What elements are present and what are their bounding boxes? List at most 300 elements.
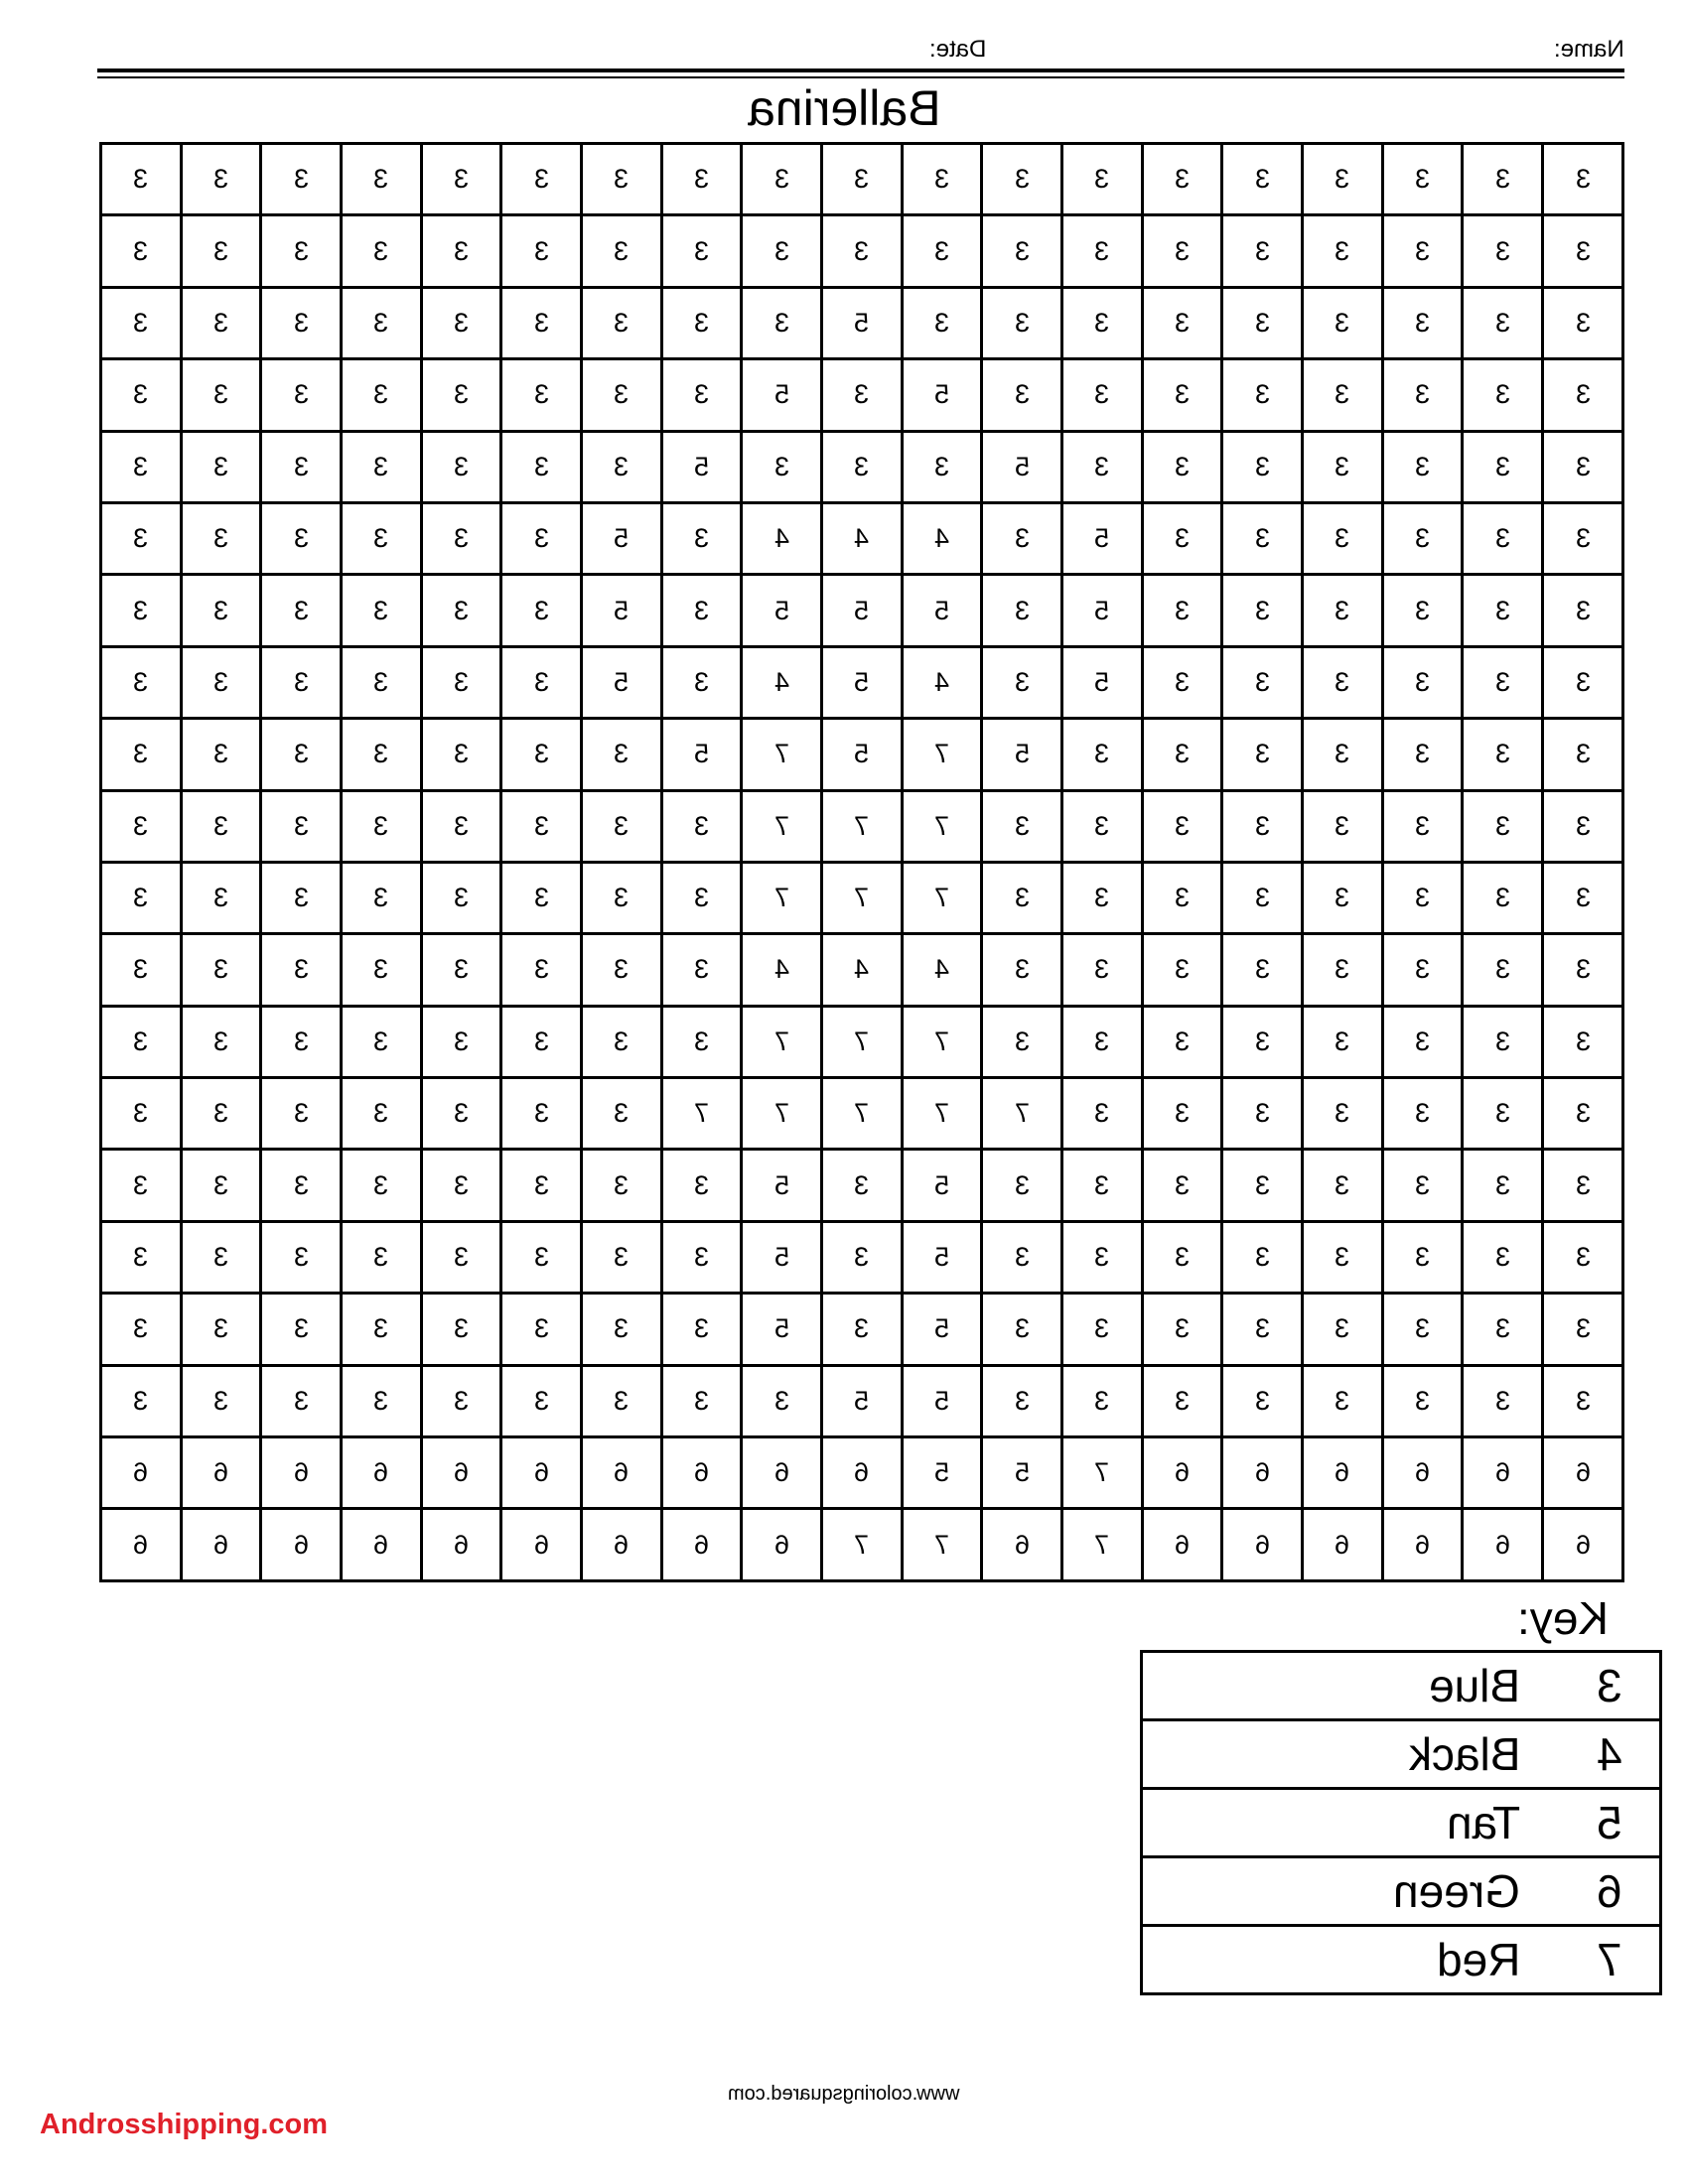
grid-cell[interactable] (342, 1509, 422, 1581)
grid-cell[interactable] (1382, 790, 1463, 862)
grid-cell[interactable] (1382, 575, 1463, 646)
grid-cell[interactable] (982, 287, 1062, 358)
grid-cell[interactable] (902, 1437, 982, 1509)
grid-cell[interactable] (1382, 1221, 1463, 1293)
grid-cell[interactable] (1463, 719, 1543, 790)
grid-cell[interactable] (421, 575, 501, 646)
grid-cell[interactable] (1463, 790, 1543, 862)
grid-cell[interactable] (261, 862, 342, 933)
grid-cell[interactable] (902, 862, 982, 933)
grid-cell[interactable] (101, 1437, 182, 1509)
grid-cell[interactable] (1303, 1437, 1383, 1509)
grid-cell[interactable] (1463, 1365, 1543, 1436)
grid-cell[interactable] (742, 1437, 822, 1509)
grid-cell[interactable] (261, 1365, 342, 1436)
grid-cell[interactable] (1543, 1509, 1623, 1581)
grid-cell[interactable] (661, 1221, 742, 1293)
grid-cell[interactable] (822, 575, 903, 646)
grid-cell[interactable] (1222, 719, 1303, 790)
grid-cell[interactable] (822, 719, 903, 790)
grid-cell[interactable] (342, 575, 422, 646)
grid-cell[interactable] (1062, 215, 1143, 287)
grid-cell[interactable] (1382, 359, 1463, 431)
grid-cell[interactable] (501, 502, 582, 574)
grid-cell[interactable] (742, 1509, 822, 1581)
grid-cell[interactable] (181, 1078, 261, 1150)
grid-cell[interactable] (1062, 719, 1143, 790)
grid-cell[interactable] (101, 502, 182, 574)
grid-cell[interactable] (1382, 287, 1463, 358)
grid-cell[interactable] (501, 862, 582, 933)
grid-cell[interactable] (421, 1221, 501, 1293)
grid-cell[interactable] (582, 144, 662, 215)
grid-cell[interactable] (181, 1365, 261, 1436)
grid-cell[interactable] (261, 359, 342, 431)
grid-cell[interactable] (501, 719, 582, 790)
grid-cell[interactable] (181, 215, 261, 287)
grid-cell[interactable] (742, 1078, 822, 1150)
grid-cell[interactable] (822, 790, 903, 862)
grid-cell[interactable] (742, 287, 822, 358)
grid-cell[interactable] (181, 1150, 261, 1221)
grid-cell[interactable] (582, 862, 662, 933)
grid-cell[interactable] (101, 1006, 182, 1077)
grid-cell[interactable] (1382, 1294, 1463, 1365)
grid-cell[interactable] (1062, 575, 1143, 646)
grid-cell[interactable] (501, 1150, 582, 1221)
grid-cell[interactable] (1303, 1006, 1383, 1077)
grid-cell[interactable] (1463, 1294, 1543, 1365)
grid-cell[interactable] (501, 646, 582, 718)
grid-cell[interactable] (742, 502, 822, 574)
grid-cell[interactable] (342, 1221, 422, 1293)
grid-cell[interactable] (902, 934, 982, 1006)
grid-cell[interactable] (1303, 1078, 1383, 1150)
grid-cell[interactable] (742, 934, 822, 1006)
grid-cell[interactable] (1543, 790, 1623, 862)
grid-cell[interactable] (421, 287, 501, 358)
grid-cell[interactable] (1142, 215, 1222, 287)
grid-cell[interactable] (181, 934, 261, 1006)
grid-cell[interactable] (582, 790, 662, 862)
grid-cell[interactable] (1382, 144, 1463, 215)
grid-cell[interactable] (1222, 359, 1303, 431)
grid-cell[interactable] (1222, 790, 1303, 862)
grid-cell[interactable] (661, 1509, 742, 1581)
grid-cell[interactable] (822, 1006, 903, 1077)
grid-cell[interactable] (1463, 1150, 1543, 1221)
grid-cell[interactable] (1543, 287, 1623, 358)
grid-cell[interactable] (1382, 862, 1463, 933)
grid-cell[interactable] (582, 1078, 662, 1150)
grid-cell[interactable] (982, 575, 1062, 646)
grid-cell[interactable] (1463, 1437, 1543, 1509)
grid-cell[interactable] (101, 719, 182, 790)
grid-cell[interactable] (1382, 719, 1463, 790)
grid-cell[interactable] (582, 1294, 662, 1365)
grid-cell[interactable] (1142, 862, 1222, 933)
grid-cell[interactable] (1062, 1006, 1143, 1077)
grid-cell[interactable] (1463, 1221, 1543, 1293)
grid-cell[interactable] (822, 359, 903, 431)
grid-cell[interactable] (1303, 790, 1383, 862)
grid-cell[interactable] (261, 646, 342, 718)
grid-cell[interactable] (1543, 144, 1623, 215)
grid-cell[interactable] (421, 1365, 501, 1436)
grid-cell[interactable] (501, 934, 582, 1006)
grid-cell[interactable] (661, 1078, 742, 1150)
grid-cell[interactable] (1463, 575, 1543, 646)
grid-cell[interactable] (342, 1078, 422, 1150)
grid-cell[interactable] (101, 287, 182, 358)
grid-cell[interactable] (342, 934, 422, 1006)
grid-cell[interactable] (742, 790, 822, 862)
grid-cell[interactable] (1062, 790, 1143, 862)
grid-cell[interactable] (1142, 1006, 1222, 1077)
grid-cell[interactable] (742, 144, 822, 215)
grid-cell[interactable] (582, 215, 662, 287)
grid-cell[interactable] (1543, 359, 1623, 431)
grid-cell[interactable] (1222, 287, 1303, 358)
grid-cell[interactable] (1543, 1437, 1623, 1509)
grid-cell[interactable] (1463, 431, 1543, 502)
grid-cell[interactable] (181, 287, 261, 358)
grid-cell[interactable] (1463, 646, 1543, 718)
grid-cell[interactable] (902, 1221, 982, 1293)
grid-cell[interactable] (1303, 862, 1383, 933)
grid-cell[interactable] (982, 1509, 1062, 1581)
grid-cell[interactable] (902, 287, 982, 358)
grid-cell[interactable] (501, 359, 582, 431)
grid-cell[interactable] (1382, 1437, 1463, 1509)
grid-cell[interactable] (261, 719, 342, 790)
grid-cell[interactable] (1142, 719, 1222, 790)
grid-cell[interactable] (661, 646, 742, 718)
grid-cell[interactable] (421, 144, 501, 215)
grid-cell[interactable] (1142, 1221, 1222, 1293)
grid-cell[interactable] (1543, 1294, 1623, 1365)
grid-cell[interactable] (421, 862, 501, 933)
grid-cell[interactable] (1142, 144, 1222, 215)
grid-cell[interactable] (101, 431, 182, 502)
grid-cell[interactable] (501, 1437, 582, 1509)
grid-cell[interactable] (661, 862, 742, 933)
grid-cell[interactable] (101, 575, 182, 646)
grid-cell[interactable] (261, 1078, 342, 1150)
grid-cell[interactable] (661, 144, 742, 215)
grid-cell[interactable] (1463, 1509, 1543, 1581)
grid-cell[interactable] (982, 431, 1062, 502)
grid-cell[interactable] (181, 1221, 261, 1293)
grid-cell[interactable] (1382, 1006, 1463, 1077)
grid-cell[interactable] (1463, 934, 1543, 1006)
grid-cell[interactable] (1062, 1509, 1143, 1581)
grid-cell[interactable] (1382, 646, 1463, 718)
grid-cell[interactable] (101, 1294, 182, 1365)
grid-cell[interactable] (1463, 862, 1543, 933)
grid-cell[interactable] (101, 934, 182, 1006)
grid-cell[interactable] (501, 1078, 582, 1150)
grid-cell[interactable] (1222, 144, 1303, 215)
grid-cell[interactable] (822, 1437, 903, 1509)
grid-cell[interactable] (101, 215, 182, 287)
grid-cell[interactable] (582, 431, 662, 502)
grid-cell[interactable] (101, 862, 182, 933)
grid-cell[interactable] (501, 1294, 582, 1365)
grid-cell[interactable] (902, 575, 982, 646)
grid-cell[interactable] (661, 719, 742, 790)
grid-cell[interactable] (1463, 359, 1543, 431)
grid-cell[interactable] (501, 287, 582, 358)
grid-cell[interactable] (661, 431, 742, 502)
grid-cell[interactable] (1222, 502, 1303, 574)
grid-cell[interactable] (582, 1509, 662, 1581)
grid-cell[interactable] (661, 287, 742, 358)
grid-cell[interactable] (101, 790, 182, 862)
grid-cell[interactable] (902, 1509, 982, 1581)
grid-cell[interactable] (902, 144, 982, 215)
grid-cell[interactable] (342, 215, 422, 287)
grid-cell[interactable] (582, 1006, 662, 1077)
grid-cell[interactable] (982, 719, 1062, 790)
grid-cell[interactable] (1303, 1294, 1383, 1365)
grid-cell[interactable] (582, 1365, 662, 1436)
grid-cell[interactable] (1142, 359, 1222, 431)
grid-cell[interactable] (822, 1150, 903, 1221)
grid-cell[interactable] (181, 790, 261, 862)
grid-cell[interactable] (1062, 1294, 1143, 1365)
grid-cell[interactable] (822, 934, 903, 1006)
grid-cell[interactable] (1303, 144, 1383, 215)
grid-cell[interactable] (742, 1294, 822, 1365)
grid-cell[interactable] (501, 790, 582, 862)
grid-cell[interactable] (1303, 646, 1383, 718)
grid-cell[interactable] (1303, 934, 1383, 1006)
grid-cell[interactable] (261, 790, 342, 862)
grid-cell[interactable] (342, 1294, 422, 1365)
grid-cell[interactable] (421, 1150, 501, 1221)
grid-cell[interactable] (261, 1150, 342, 1221)
grid-cell[interactable] (261, 1221, 342, 1293)
grid-cell[interactable] (342, 646, 422, 718)
grid-cell[interactable] (1222, 1509, 1303, 1581)
grid-cell[interactable] (982, 646, 1062, 718)
grid-cell[interactable] (181, 1509, 261, 1581)
grid-cell[interactable] (661, 1294, 742, 1365)
grid-cell[interactable] (1142, 1365, 1222, 1436)
grid-cell[interactable] (1382, 934, 1463, 1006)
grid-cell[interactable] (1543, 646, 1623, 718)
grid-cell[interactable] (1303, 1509, 1383, 1581)
grid-cell[interactable] (421, 502, 501, 574)
grid-cell[interactable] (1222, 1437, 1303, 1509)
grid-cell[interactable] (342, 359, 422, 431)
grid-cell[interactable] (1142, 287, 1222, 358)
grid-cell[interactable] (582, 1437, 662, 1509)
grid-cell[interactable] (742, 215, 822, 287)
grid-cell[interactable] (1543, 1221, 1623, 1293)
grid-cell[interactable] (582, 646, 662, 718)
grid-cell[interactable] (1222, 1365, 1303, 1436)
grid-cell[interactable] (582, 1221, 662, 1293)
grid-cell[interactable] (661, 359, 742, 431)
grid-cell[interactable] (661, 502, 742, 574)
grid-cell[interactable] (1062, 1150, 1143, 1221)
grid-cell[interactable] (1382, 215, 1463, 287)
grid-cell[interactable] (1222, 215, 1303, 287)
grid-cell[interactable] (982, 934, 1062, 1006)
grid-cell[interactable] (1303, 287, 1383, 358)
grid-cell[interactable] (742, 1150, 822, 1221)
grid-cell[interactable] (421, 359, 501, 431)
grid-cell[interactable] (582, 1150, 662, 1221)
grid-cell[interactable] (982, 502, 1062, 574)
grid-cell[interactable] (1062, 144, 1143, 215)
grid-cell[interactable] (902, 359, 982, 431)
grid-cell[interactable] (501, 144, 582, 215)
grid-cell[interactable] (1303, 502, 1383, 574)
grid-cell[interactable] (1062, 646, 1143, 718)
grid-cell[interactable] (1142, 431, 1222, 502)
grid-cell[interactable] (1382, 1365, 1463, 1436)
grid-cell[interactable] (342, 431, 422, 502)
grid-cell[interactable] (1142, 502, 1222, 574)
grid-cell[interactable] (1543, 575, 1623, 646)
grid-cell[interactable] (661, 575, 742, 646)
grid-cell[interactable] (822, 646, 903, 718)
grid-cell[interactable] (1062, 1078, 1143, 1150)
grid-cell[interactable] (822, 1078, 903, 1150)
grid-cell[interactable] (982, 1150, 1062, 1221)
grid-cell[interactable] (421, 646, 501, 718)
grid-cell[interactable] (421, 1509, 501, 1581)
grid-cell[interactable] (1222, 862, 1303, 933)
grid-cell[interactable] (261, 144, 342, 215)
grid-cell[interactable] (982, 144, 1062, 215)
grid-cell[interactable] (181, 144, 261, 215)
grid-cell[interactable] (342, 144, 422, 215)
grid-cell[interactable] (181, 646, 261, 718)
grid-cell[interactable] (1062, 502, 1143, 574)
grid-cell[interactable] (1303, 1150, 1383, 1221)
grid-cell[interactable] (742, 359, 822, 431)
grid-cell[interactable] (261, 502, 342, 574)
grid-cell[interactable] (1463, 144, 1543, 215)
grid-cell[interactable] (822, 215, 903, 287)
grid-cell[interactable] (1303, 215, 1383, 287)
grid-cell[interactable] (822, 431, 903, 502)
grid-cell[interactable] (1543, 934, 1623, 1006)
grid-cell[interactable] (1142, 934, 1222, 1006)
grid-cell[interactable] (1222, 575, 1303, 646)
grid-cell[interactable] (1222, 1078, 1303, 1150)
grid-cell[interactable] (822, 1294, 903, 1365)
grid-cell[interactable] (501, 1365, 582, 1436)
grid-cell[interactable] (181, 719, 261, 790)
grid-cell[interactable] (261, 1006, 342, 1077)
grid-cell[interactable] (501, 431, 582, 502)
grid-cell[interactable] (902, 719, 982, 790)
grid-cell[interactable] (1303, 359, 1383, 431)
grid-cell[interactable] (661, 1365, 742, 1436)
grid-cell[interactable] (101, 359, 182, 431)
grid-cell[interactable] (1303, 719, 1383, 790)
grid-cell[interactable] (342, 1437, 422, 1509)
grid-cell[interactable] (582, 359, 662, 431)
grid-cell[interactable] (261, 431, 342, 502)
grid-cell[interactable] (1062, 934, 1143, 1006)
grid-cell[interactable] (982, 359, 1062, 431)
grid-cell[interactable] (1062, 1221, 1143, 1293)
grid-cell[interactable] (261, 287, 342, 358)
grid-cell[interactable] (1142, 1150, 1222, 1221)
grid-cell[interactable] (902, 431, 982, 502)
grid-cell[interactable] (742, 431, 822, 502)
grid-cell[interactable] (1062, 1365, 1143, 1436)
grid-cell[interactable] (982, 1294, 1062, 1365)
grid-cell[interactable] (1062, 1437, 1143, 1509)
grid-cell[interactable] (421, 431, 501, 502)
grid-cell[interactable] (982, 790, 1062, 862)
grid-cell[interactable] (902, 1365, 982, 1436)
grid-cell[interactable] (501, 575, 582, 646)
grid-cell[interactable] (1222, 934, 1303, 1006)
grid-cell[interactable] (1382, 1509, 1463, 1581)
grid-cell[interactable] (1142, 790, 1222, 862)
grid-cell[interactable] (342, 719, 422, 790)
grid-cell[interactable] (421, 1437, 501, 1509)
grid-cell[interactable] (1543, 1078, 1623, 1150)
grid-cell[interactable] (582, 287, 662, 358)
grid-cell[interactable] (982, 1365, 1062, 1436)
grid-cell[interactable] (261, 215, 342, 287)
grid-cell[interactable] (1543, 431, 1623, 502)
grid-cell[interactable] (421, 934, 501, 1006)
grid-cell[interactable] (742, 646, 822, 718)
grid-cell[interactable] (1142, 1294, 1222, 1365)
grid-cell[interactable] (742, 862, 822, 933)
grid-cell[interactable] (1062, 862, 1143, 933)
grid-cell[interactable] (1382, 1150, 1463, 1221)
grid-cell[interactable] (582, 575, 662, 646)
grid-cell[interactable] (742, 575, 822, 646)
grid-cell[interactable] (1382, 1078, 1463, 1150)
grid-cell[interactable] (101, 1221, 182, 1293)
grid-cell[interactable] (982, 1006, 1062, 1077)
grid-cell[interactable] (1222, 431, 1303, 502)
grid-cell[interactable] (501, 1221, 582, 1293)
grid-cell[interactable] (421, 1006, 501, 1077)
grid-cell[interactable] (1382, 431, 1463, 502)
grid-cell[interactable] (982, 1437, 1062, 1509)
grid-cell[interactable] (582, 934, 662, 1006)
grid-cell[interactable] (661, 1437, 742, 1509)
grid-cell[interactable] (1222, 1006, 1303, 1077)
grid-cell[interactable] (1463, 1006, 1543, 1077)
grid-cell[interactable] (822, 1509, 903, 1581)
grid-cell[interactable] (1142, 1078, 1222, 1150)
grid-cell[interactable] (1543, 719, 1623, 790)
grid-cell[interactable] (902, 1078, 982, 1150)
grid-cell[interactable] (101, 1078, 182, 1150)
grid-cell[interactable] (982, 1078, 1062, 1150)
grid-cell[interactable] (902, 502, 982, 574)
grid-cell[interactable] (101, 1509, 182, 1581)
grid-cell[interactable] (1543, 1365, 1623, 1436)
grid-cell[interactable] (1463, 287, 1543, 358)
grid-cell[interactable] (421, 215, 501, 287)
grid-cell[interactable] (822, 287, 903, 358)
